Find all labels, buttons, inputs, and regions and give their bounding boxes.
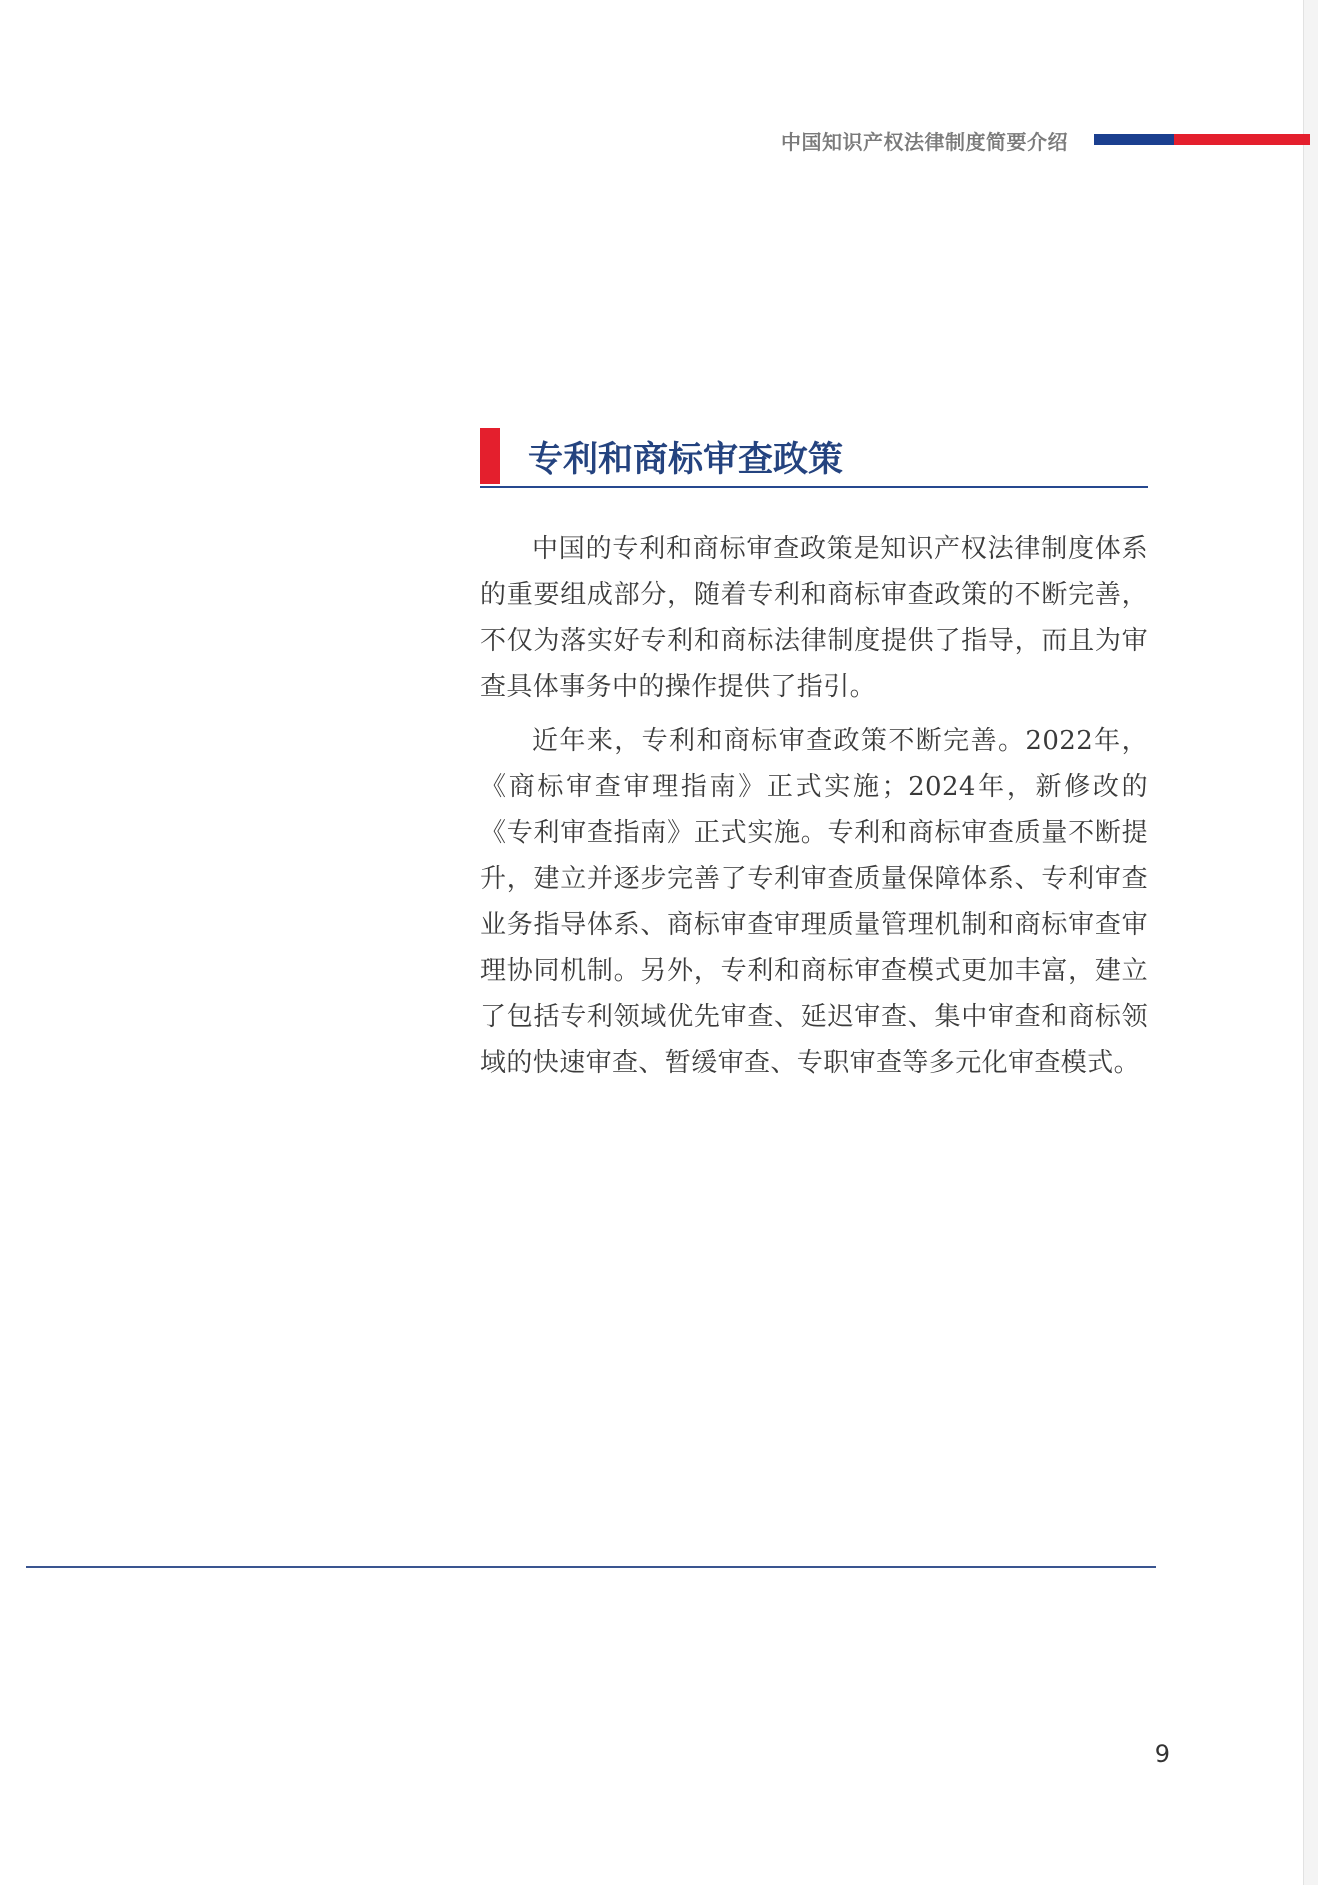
- body-paragraph-1: 中国的专利和商标审查政策是知识产权法律制度体系的重要组成部分，随着专利和商标审查政策的不断完善，不仅为落实好专利和商标法律制度提供了指导，而且为审查具体事务中的操作提供了指引。: [480, 534, 1148, 702]
- page-edge: [1303, 0, 1318, 1885]
- footer-rule: [26, 1566, 1156, 1568]
- header-color-stripe: [1094, 134, 1310, 145]
- section-body: [480, 526, 1148, 1086]
- page-number: 9: [1154, 1740, 1170, 1768]
- header-stripe-blue: [1094, 134, 1174, 145]
- section-patent-trademark-policy: [480, 426, 1148, 1094]
- section-heading: [480, 426, 1148, 488]
- body-paragraph-2: 近年来，专利和商标审查政策不断完善。2022年，《商标审查审理指南》正式实施；2024年，新修改的《专利审查指南》正式实施。专利和商标审查质量不断提升，建立并逐步完善了专利审查质量保障体系、专利审查业务指导体系、商标审查审理质量管理机制和商标审查审理协同机制。另外，专利和商标审查模式更加丰富，建立了包括专利领域优先审查、延迟审查、集中审查和商标领域的快速审查、暂缓审查、专职审查等多元化审查模式。: [480, 726, 1148, 1078]
- section-title: 专利和商标审查政策: [528, 440, 844, 480]
- running-header-title: 中国知识产权法律制度简要介绍: [781, 130, 1068, 154]
- heading-marker-bar: [480, 428, 500, 484]
- header-stripe-red: [1174, 134, 1310, 145]
